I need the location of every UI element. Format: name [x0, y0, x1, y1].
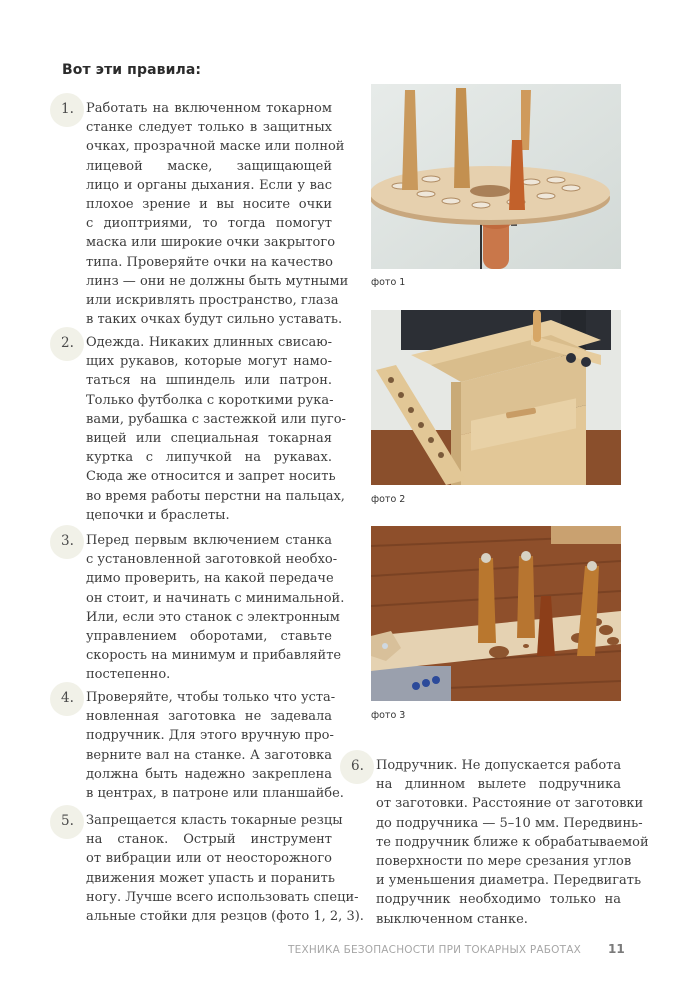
rule-number: 5. [61, 813, 74, 829]
page-number: 11 [608, 942, 625, 956]
rule-text: Перед первым включением станка с установленной заготовкой необхо- димо проверить, на какой передаче он стоит, и начинать с минимальной. Или, если это станок с электронным управлением оборотами, ставьте скорость на минимум и прибавляйте постепенно. [86, 533, 345, 683]
rule-text: Одежда. Никаких длинных свисаю- щих рукавов, которые могут намо- таться на шпиндель или патрон. Только футболка с короткими рука- вами, рубашка с застежкой или пуго- вицей или специальная токарная куртка с липучкой на рукавах. Сюда же относится и запрет носить во время работы перстни на пальцах, цепочки и браслеты. [86, 335, 346, 523]
photo-1-caption: фото 1 [371, 277, 406, 288]
photo-2-caption: фото 2 [371, 494, 406, 505]
rule-number: 1. [61, 101, 74, 117]
rule-number: 3. [61, 533, 74, 549]
rule-text: Работать на включенном токарном станке следует только в защитных очках, прозрачной маске или полной лицевой маске, защищающей лицо и органы дыхания. Если у вас плохое зрение и вы носите очки с диоптриями, то тогда помогут маска или широкие очки закрытого типа. Проверяйте очки на качество линз — они не должны быть мутными или искривлять пространство, глаза в таких очках будут сильно уставать. [86, 101, 349, 328]
running-title: ТЕХНИКА БЕЗОПАСНОСТИ ПРИ ТОКАРНЫХ РАБОТАХ [288, 944, 582, 956]
photo-3-caption: фото 3 [371, 710, 406, 721]
section-heading: Вот эти правила: [62, 62, 202, 78]
rule-number: 6. [351, 758, 364, 774]
rule-number: 2. [61, 335, 74, 351]
bar-tool-holder-image [371, 526, 621, 701]
rule-text: Подручник. Не допускается работа на длинном вылете подручника от заготовки. Расстояние от заготовки до подручника — 5–10 мм. Передвинь- те подручник ближе к обрабатываемой поверхности по мере срезания углов и уменьшения диаметра. Передвигать подручник необходимо только на выключенном станке. [376, 758, 649, 927]
photo-2 [371, 310, 621, 485]
photo-1 [371, 84, 621, 269]
rule-number: 4. [61, 690, 74, 706]
rule-text: Проверяйте, чтобы только что уста- новленная заготовка не задевала подручник. Для этого вручную про- верните вал на станке. А заготовка должна быть надежно закреплена в центрах, в патроне или планшайбе. [86, 690, 344, 802]
plywood-cabinet-image [371, 310, 621, 485]
round-tool-stand-image [371, 84, 621, 269]
photo-3 [371, 526, 621, 701]
rule-text: Запрещается класть токарные резцы на станок. Острый инструмент от вибрации или от неосторожного движения может упасть и поранить ногу. Лучше всего использовать специ- альные стойки для резцов (фото 1, 2, 3). [86, 813, 364, 925]
